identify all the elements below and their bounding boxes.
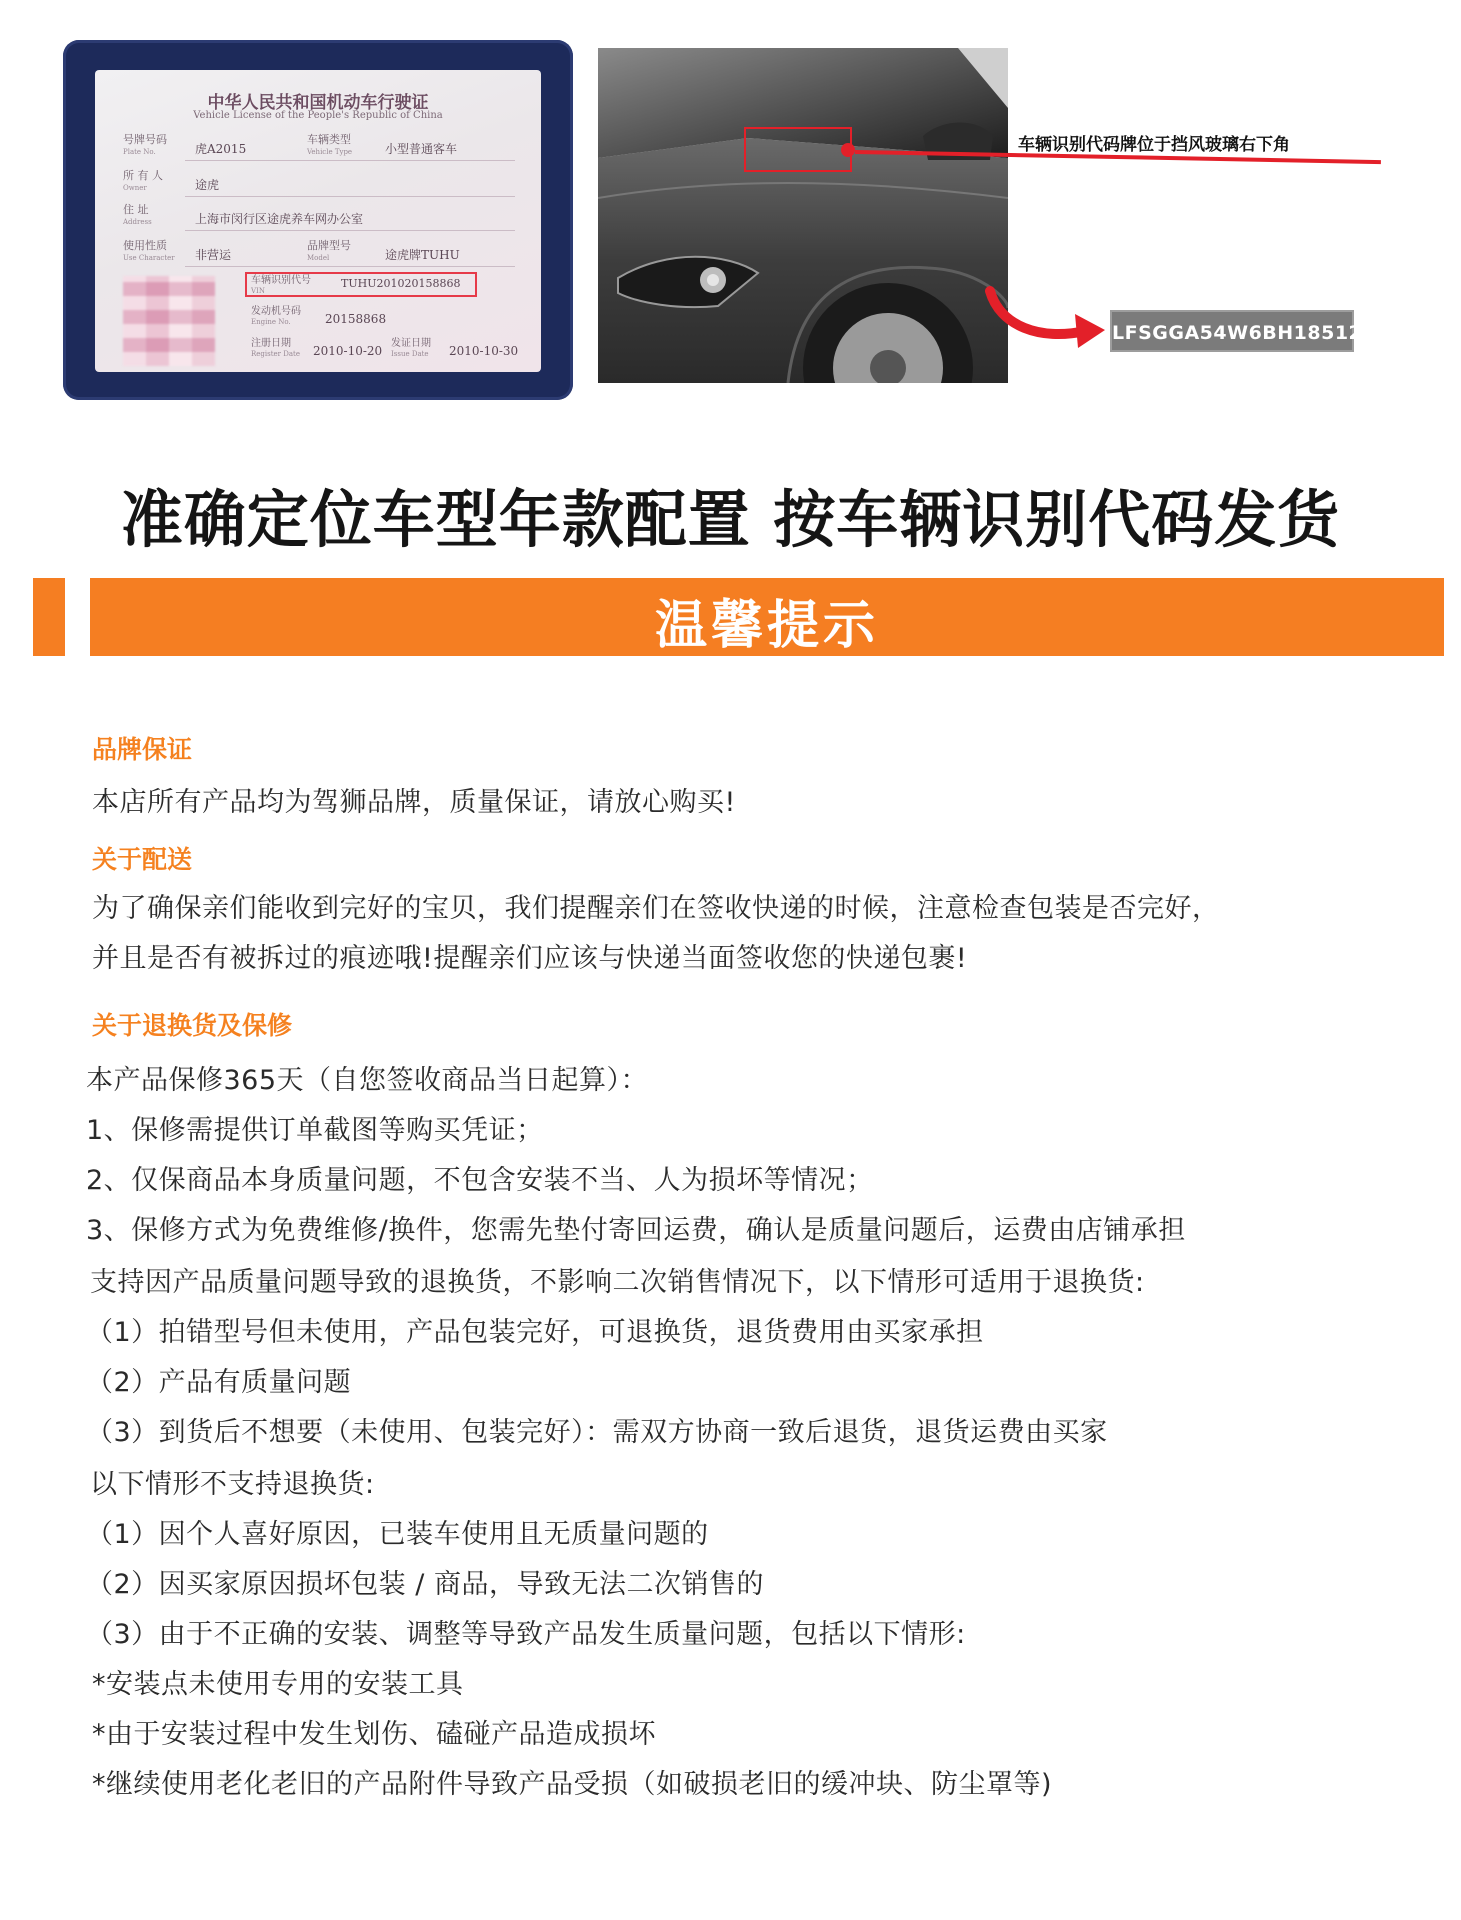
page-headline: 准确定位车型年款配置 按车辆识别代码发货 — [120, 483, 1341, 556]
returns-line: 3、保修方式为免费维修/换件，您需先垫付寄回运费，确认是质量问题后，运费由店铺承担 — [86, 1215, 1186, 1246]
plate-label: 号牌号码 — [123, 133, 167, 146]
vin-location-callout: 车辆识别代码牌位于挡风玻璃右下角 — [1018, 135, 1290, 155]
owner-label-en: Owner — [123, 184, 147, 192]
returns-line: 以下情形不支持退换货: — [90, 1469, 375, 1500]
section-title-brand: 品牌保证 — [92, 735, 193, 764]
model-label-en: Model — [307, 254, 330, 262]
vehicle-type-value: 小型普通客车 — [385, 142, 458, 156]
returns-line: （1）因个人喜好原因，已装车使用且无质量问题的 — [86, 1519, 709, 1550]
issue-label-en: Issue Date — [391, 350, 429, 358]
use-label: 使用性质 — [123, 239, 167, 252]
car-illustration — [598, 48, 1008, 383]
vin-value: TUHU201020158868 — [341, 277, 461, 290]
address-value: 上海市闵行区途虎养车网办公室 — [195, 212, 364, 226]
use-value: 非营运 — [195, 248, 232, 262]
vehicle-license-photo — [63, 40, 573, 400]
issue-label: 发证日期 — [391, 338, 431, 349]
car-photo — [598, 48, 1008, 383]
returns-line: （3）到货后不想要（未使用、包装完好）：需双方协商一致后退货，退货运费由买家 — [86, 1417, 1108, 1448]
issue-value: 2010-10-30 — [449, 344, 519, 358]
vehicle-license-card — [95, 70, 541, 372]
register-label-en: Register Date — [251, 350, 300, 358]
returns-line: （1）拍错型号但未使用，产品包装完好，可退换货，退货费用由买家承担 — [86, 1317, 984, 1348]
owner-label: 所 有 人 — [123, 169, 163, 182]
windshield-vin-highlight — [744, 127, 852, 172]
vin-plate: LFSGGA54W6BH185123 — [1110, 310, 1354, 352]
vehicle-type-label: 车辆类型 — [307, 133, 351, 146]
vin-label: 车辆识别代号 — [251, 275, 311, 286]
section-title-returns: 关于退换货及保修 — [92, 1011, 293, 1040]
blurred-photo — [123, 276, 215, 366]
register-label: 注册日期 — [251, 338, 291, 349]
delivery-line: 并且是否有被拆过的痕迹哦!提醒亲们应该与快递当面签收您的快递包裹! — [92, 943, 968, 974]
returns-line: *由于安装过程中发生划伤、磕碰产品造成损坏 — [92, 1719, 656, 1750]
engine-label: 发动机号码 — [251, 306, 301, 317]
returns-line: （3）由于不正确的安装、调整等导致产品发生质量问题，包括以下情形: — [86, 1619, 966, 1650]
vehicle-type-label-en: Vehicle Type — [307, 148, 353, 156]
plate-value: 虎A2015 — [195, 142, 247, 156]
returns-line: 支持因产品质量问题导致的退换货，不影响二次销售情况下，以下情形可适用于退换货: — [90, 1267, 1145, 1298]
license-subtitle: Vehicle License of the People's Republic of China — [193, 110, 443, 121]
returns-line: （2）因买家原因损坏包装 / 商品，导致无法二次销售的 — [86, 1569, 764, 1600]
section-title-delivery: 关于配送 — [92, 845, 193, 874]
engine-label-en: Engine No. — [251, 318, 291, 326]
banner-title: 温馨提示 — [654, 596, 879, 656]
license-title: 中华人民共和国机动车行驶证 — [207, 93, 429, 113]
returns-line: 1、保修需提供订单截图等购买凭证； — [86, 1115, 544, 1146]
brand-text: 本店所有产品均为驾狮品牌，质量保证，请放心购买! — [92, 787, 736, 818]
vin-label-en: VIN — [251, 287, 265, 295]
model-value: 途虎牌TUHU — [385, 248, 460, 262]
delivery-line: 为了确保亲们能收到完好的宝贝，我们提醒亲们在签收快递的时候，注意检查包装是否完好， — [92, 893, 1220, 924]
address-label: 住 址 — [123, 203, 149, 216]
engine-value: 20158868 — [325, 312, 387, 326]
model-label: 品牌型号 — [307, 239, 351, 252]
returns-line: 本产品保修365天（自您签收商品当日起算）： — [86, 1065, 649, 1096]
plate-label-en: Plate No. — [123, 148, 156, 156]
returns-line: *继续使用老化老旧的产品附件导致产品受损（如破损老旧的缓冲块、防尘罩等) — [92, 1769, 1053, 1800]
returns-line: （2）产品有质量问题 — [86, 1367, 352, 1398]
banner-accent — [33, 578, 65, 656]
register-value: 2010-10-20 — [313, 344, 383, 358]
use-label-en: Use Character — [123, 254, 175, 262]
returns-line: 2、仅保商品本身质量问题，不包含安装不当、人为损坏等情况； — [86, 1165, 874, 1196]
returns-line: *安装点未使用专用的安装工具 — [92, 1669, 464, 1700]
address-label-en: Address — [123, 218, 152, 226]
owner-value: 途虎 — [195, 178, 220, 192]
tips-banner — [90, 578, 1444, 656]
callout-dot — [841, 143, 855, 157]
red-arrow-icon — [980, 286, 1110, 356]
